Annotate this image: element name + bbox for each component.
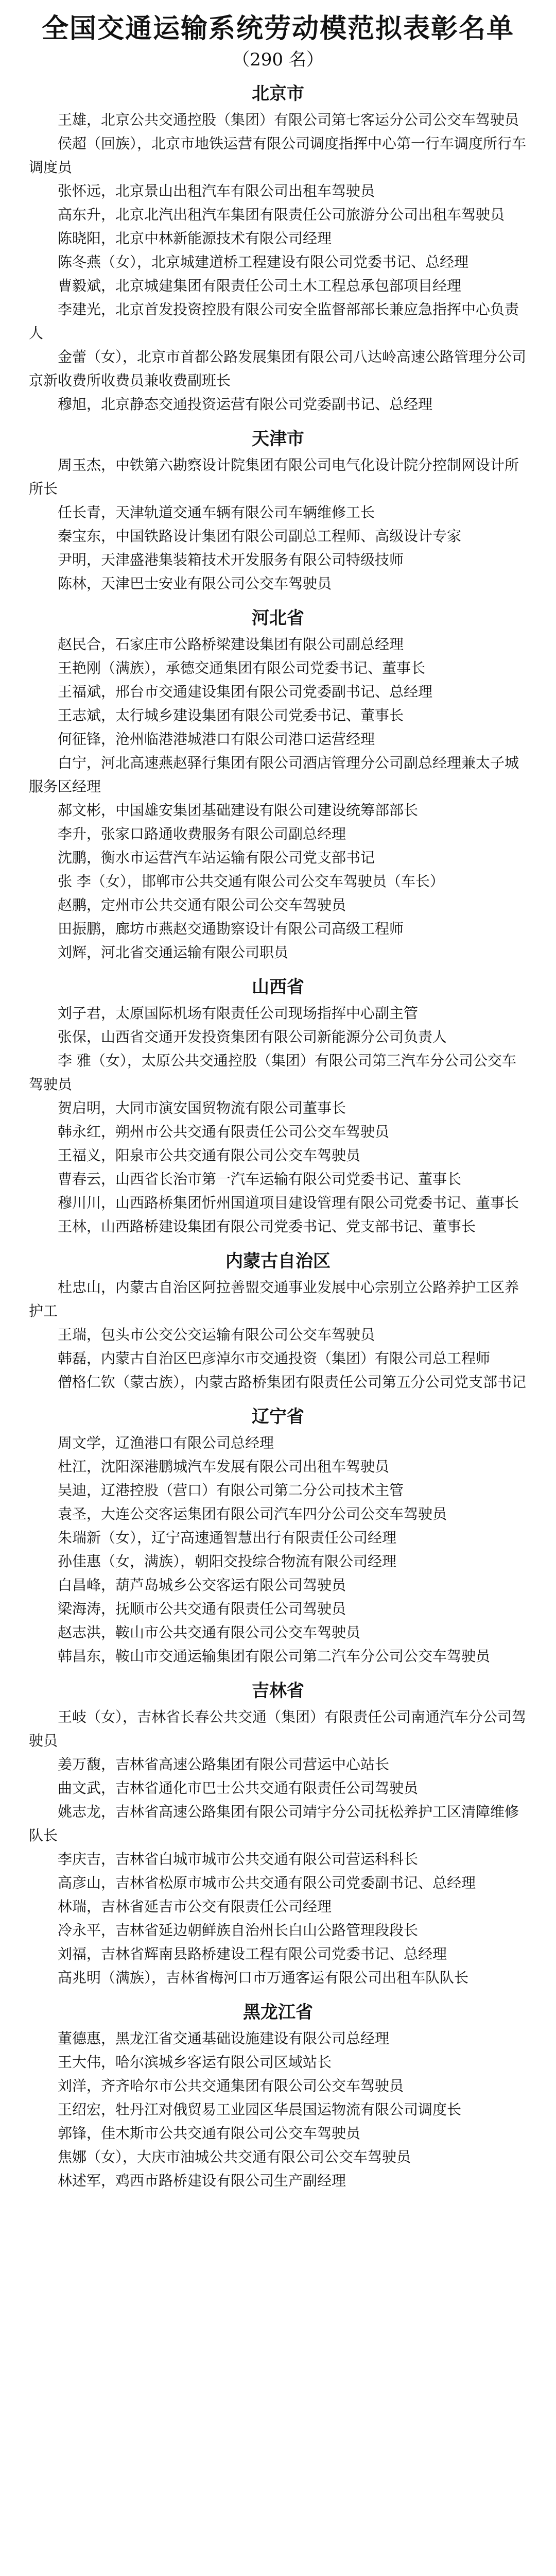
honoree-entry: 王志斌，太行城乡建设集团有限公司党委书记、董事长 [58, 707, 404, 724]
honoree-entry: 穆旭，北京静态交通投资运营有限公司党委副书记、总经理 [58, 396, 433, 413]
honoree-entry: 袁圣，大连公交客运集团有限公司汽车四分公司公交车驾驶员 [58, 1505, 447, 1522]
honoree-entry: 高东升，北京北汽出租汽车集团有限责任公司旅游分公司出租车驾驶员 [58, 206, 505, 223]
honoree-entry: 李庆吉，吉林省白城市城市公共交通有限公司营运科科长 [58, 1851, 419, 1868]
honoree-entry: 曹毅斌，北京城建集团有限责任公司土木工程总承包部项目经理 [58, 277, 462, 294]
honoree-entry: 王雄，北京公共交通控股（集团）有限公司第七客运分公司公交车驾驶员 [58, 111, 519, 128]
honoree-entry: 姚志龙，吉林省高速公路集团有限公司靖宇分公司抚松养护工区清障维修队长 [29, 1803, 519, 1844]
honoree-entry: 郭锋，佳木斯市公共交通有限公司公交车驾驶员 [58, 2125, 361, 2142]
honoree-entry: 张 李（女），邯郸市公共交通有限公司公交车驾驶员（车长） [58, 873, 444, 890]
honoree-entry: 李建光，北京首发投资控股有限公司安全监督部部长兼应急指挥中心负责人 [29, 301, 519, 342]
honoree-entry: 郝文彬，中国雄安集团基础建设有限公司建设统筹部部长 [58, 802, 419, 819]
honoree-entry: 曹春云，山西省长治市第一汽车运输有限公司党委书记、董事长 [58, 1171, 462, 1188]
honoree-entry: 周文学，辽渔港口有限公司总经理 [58, 1434, 274, 1451]
honoree-entry: 穆川川，山西路桥集团忻州国道项目建设管理有限公司党委书记、董事长 [58, 1194, 519, 1211]
honoree-entry: 刘洋，齐齐哈尔市公共交通集团有限公司公交车驾驶员 [58, 2077, 404, 2094]
honoree-entry: 陈晓阳，北京中林新能源技术有限公司经理 [58, 230, 332, 247]
honoree-entry: 朱瑞新（女），辽宁高速通智慧出行有限责任公司经理 [58, 1529, 397, 1546]
honoree-entry: 王岐（女），吉林省长春公共交通（集团）有限责任公司南通汽车分公司驾驶员 [29, 1708, 527, 1749]
honoree-entry: 孙佳惠（女，满族），朝阳交投综合物流有限公司经理 [58, 1553, 397, 1570]
honoree-entry: 沈鹏，衡水市运营汽车站运输有限公司党支部书记 [58, 849, 375, 866]
honoree-entry: 高彦山，吉林省松原市城市公共交通有限公司党委副书记、总经理 [58, 1874, 476, 1891]
honoree-entry: 赵鹏，定州市公共交通有限公司公交车驾驶员 [58, 896, 346, 913]
honoree-entry: 张保，山西省交通开发投资集团有限公司新能源分公司负责人 [58, 1028, 447, 1045]
honoree-entry: 何征锋，沧州临港港城港口有限公司港口运营经理 [58, 731, 375, 748]
section-heading: 河北省 [252, 608, 304, 629]
honoree-entry: 高兆明（满族），吉林省梅河口市万通客运有限公司出租车队队长 [58, 1969, 469, 1986]
honoree-entry: 曲文武，吉林省通化市巴士公共交通有限责任公司驾驶员 [58, 1780, 419, 1797]
document-subtitle: （290 名） [232, 49, 324, 70]
honoree-entry: 王绍宏，牡丹江对俄贸易工业园区华晨国运物流有限公司调度长 [58, 2101, 462, 2118]
honoree-entry: 王大伟，哈尔滨城乡客运有限公司区域站长 [58, 2054, 332, 2071]
honoree-entry: 白宁，河北高速燕赵驿行集团有限公司酒店管理分公司副总经理兼太子城服务区经理 [29, 754, 519, 795]
honoree-entry: 金蕾（女），北京市首都公路发展集团有限公司八达岭高速公路管理分公司京新收费所收费员兼收费副班长 [29, 348, 527, 389]
honoree-entry: 焦娜（女），大庆市油城公共交通有限公司公交车驾驶员 [58, 2148, 411, 2165]
honoree-entry: 陈林，天津巴士安业有限公司公交车驾驶员 [58, 575, 332, 592]
honoree-entry: 赵民合，石家庄市公路桥梁建设集团有限公司副总经理 [58, 636, 404, 653]
honoree-entry: 冷永平，吉林省延边朝鲜族自治州长白山公路管理段段长 [58, 1922, 419, 1939]
section-heading: 吉林省 [252, 1681, 304, 1701]
section-heading: 辽宁省 [252, 1406, 304, 1427]
honoree-entry: 韩昌东，鞍山市交通运输集团有限公司第二汽车分公司公交车驾驶员 [58, 1648, 491, 1665]
honoree-entry: 林述军，鸡西市路桥建设有限公司生产副经理 [58, 2172, 346, 2189]
honoree-entry: 韩磊，内蒙古自治区巴彦淖尔市交通投资（集团）有限公司总工程师 [58, 1350, 491, 1367]
honoree-entry: 王福斌，邢台市交通建设集团有限公司党委副书记、总经理 [58, 683, 433, 700]
honoree-entry: 白昌峰，葫芦岛城乡公交客运有限公司驾驶员 [58, 1577, 346, 1594]
sections-container [29, 82, 527, 2193]
section-heading: 内蒙古自治区 [225, 1251, 331, 1272]
honoree-entry: 僧格仁钦（蒙古族），内蒙古路桥集团有限责任公司第五分公司党支部书记 [58, 1374, 527, 1391]
honoree-entry: 李 雅（女），太原公共交通控股（集团）有限公司第三汽车分公司公交车驾驶员 [29, 1052, 516, 1093]
honoree-entry: 李升，张家口路通收费服务有限公司副总经理 [58, 825, 346, 842]
honoree-entry: 王艳刚（满族），承德交通集团有限公司党委书记、董事长 [58, 659, 426, 676]
honoree-entry: 梁海涛，抚顺市公共交通有限责任公司驾驶员 [58, 1600, 346, 1617]
document-title: 全国交通运输系统劳动模范拟表彰名单 [41, 13, 514, 44]
honoree-entry: 姜万馥，吉林省高速公路集团有限公司营运中心站长 [58, 1756, 390, 1773]
honoree-entry: 王林，山西路桥建设集团有限公司党委书记、党支部书记、董事长 [58, 1218, 476, 1235]
honoree-entry: 吴迪，辽港控股（营口）有限公司第二分公司技术主管 [58, 1482, 404, 1499]
honoree-entry: 尹明，天津盛港集装箱技术开发服务有限公司特级技师 [58, 551, 404, 568]
honoree-entry: 韩永红，朔州市公共交通有限责任公司公交车驾驶员 [58, 1123, 390, 1140]
honoree-entry: 王瑞，包头市公交公交运输有限公司公交车驾驶员 [58, 1326, 375, 1343]
honoree-entry: 张怀远，北京景山出租汽车有限公司出租车驾驶员 [58, 182, 375, 199]
section-heading: 北京市 [252, 83, 304, 104]
honoree-entry: 赵志洪，鞍山市公共交通有限公司公交车驾驶员 [58, 1624, 361, 1641]
honoree-entry: 秦宝东，中国铁路设计集团有限公司副总工程师、高级设计专家 [58, 528, 462, 545]
honoree-entry: 周玉杰，中铁第六勘察设计院集团有限公司电气化设计院分控制网设计所所长 [29, 456, 519, 497]
honoree-entry: 侯超（回族），北京市地铁运营有限公司调度指挥中心第一行车调度所行车调度员 [29, 135, 527, 176]
honoree-entry: 杜忠山，内蒙古自治区阿拉善盟交通事业发展中心宗别立公路养护工区养护工 [29, 1279, 519, 1319]
honoree-entry: 刘子君，太原国际机场有限责任公司现场指挥中心副主管 [58, 1005, 419, 1022]
section-heading: 黑龙江省 [243, 2002, 313, 2023]
honoree-entry: 田振鹏，廊坊市燕赵交通勘察设计有限公司高级工程师 [58, 920, 404, 937]
honoree-entry: 王福义，阳泉市公共交通有限公司公交车驾驶员 [58, 1147, 361, 1164]
honoree-entry: 贺启明，大同市演安国贸物流有限公司董事长 [58, 1099, 346, 1116]
honoree-entry: 陈冬燕（女），北京城建道桥工程建设有限公司党委书记、总经理 [58, 253, 469, 270]
honoree-entry: 刘辉，河北省交通运输有限公司职员 [58, 944, 289, 961]
honoree-entry: 林瑞，吉林省延吉市公交有限责任公司经理 [58, 1898, 332, 1915]
honoree-entry: 杜江，沈阳深港鹏城汽车发展有限公司出租车驾驶员 [58, 1458, 390, 1475]
section-heading: 山西省 [252, 977, 304, 997]
honoree-entry: 刘福，吉林省辉南县路桥建设工程有限公司党委书记、总经理 [58, 1945, 447, 1962]
section-heading: 天津市 [252, 429, 304, 449]
honoree-entry: 董德惠，黑龙江省交通基础设施建设有限公司总经理 [58, 2030, 390, 2047]
honoree-entry: 任长青，天津轨道交通车辆有限公司车辆维修工长 [58, 504, 375, 521]
